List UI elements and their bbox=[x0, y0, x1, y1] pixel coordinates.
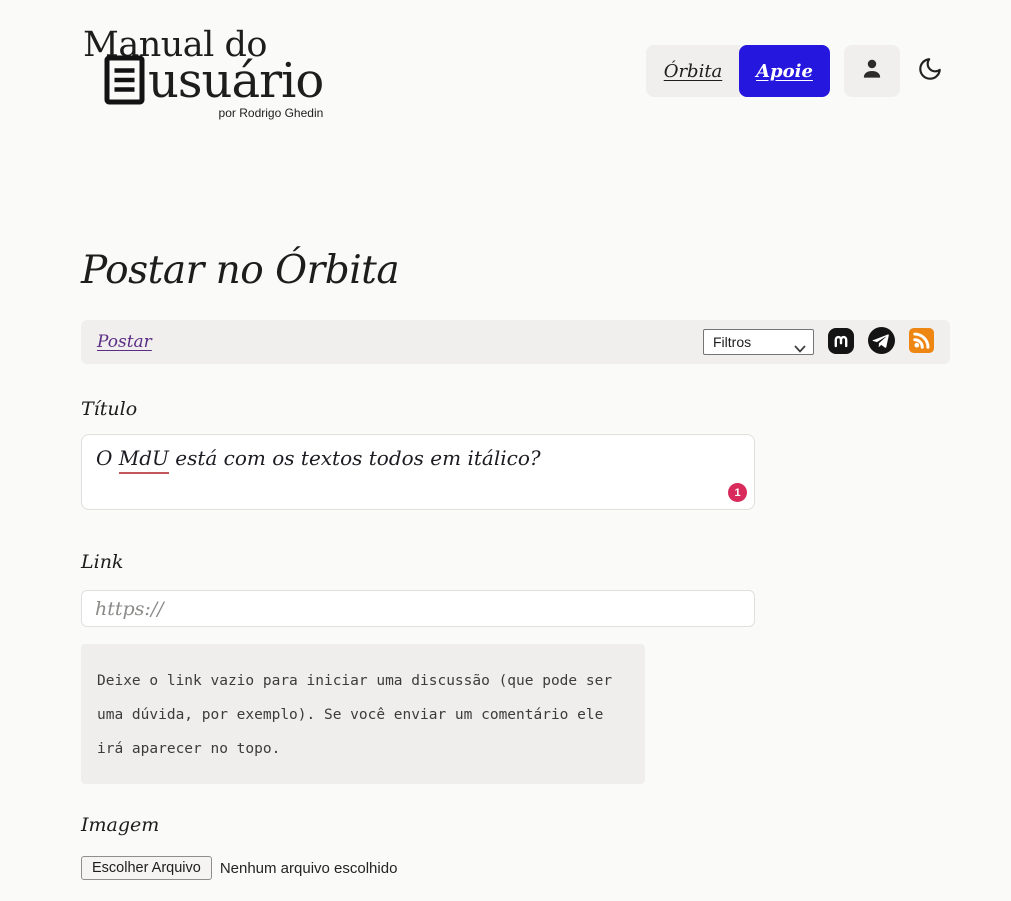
titulo-misspelled-word: MdU bbox=[119, 446, 169, 474]
mastodon-icon bbox=[828, 328, 854, 357]
logo-subtitle: por Rodrigo Ghedin bbox=[218, 106, 324, 120]
rss-icon bbox=[909, 328, 934, 356]
account-button[interactable] bbox=[844, 45, 900, 97]
page-title: Postar no Órbita bbox=[81, 248, 400, 293]
mastodon-link[interactable] bbox=[828, 329, 854, 355]
site-logo[interactable] bbox=[81, 25, 324, 120]
filters-select-wrap bbox=[703, 329, 814, 355]
telegram-link[interactable] bbox=[868, 329, 894, 355]
file-status-text: Nenhum arquivo escolhido bbox=[219, 859, 398, 877]
imagem-label: Imagem bbox=[81, 814, 160, 836]
titulo-value-suffix: está com os textos todos em itálico? bbox=[168, 446, 541, 470]
postar-link[interactable]: Postar bbox=[97, 332, 152, 352]
moon-icon bbox=[917, 56, 943, 87]
link-help-text: Deixe o link vazio para iniciar uma discussão (que pode ser uma dúvida, por exemplo). Se você enviar um comentário ele irá aparecer no topo. bbox=[81, 644, 645, 784]
spellcheck-badge[interactable]: 1 bbox=[728, 483, 747, 502]
logo-line2: usuário bbox=[148, 53, 324, 110]
orbita-button[interactable]: Órbita bbox=[646, 45, 740, 97]
header-nav bbox=[646, 45, 950, 97]
orbita-toolbar bbox=[81, 320, 950, 364]
theme-toggle-button[interactable] bbox=[910, 45, 950, 97]
titulo-value-prefix: O bbox=[96, 446, 119, 470]
telegram-icon bbox=[868, 327, 895, 357]
file-input-row bbox=[81, 856, 950, 880]
titulo-label: Título bbox=[81, 398, 138, 420]
filters-select[interactable] bbox=[703, 329, 814, 355]
document-icon bbox=[104, 55, 145, 105]
choose-file-button[interactable]: Escolher Arquivo bbox=[81, 856, 212, 880]
rss-link[interactable] bbox=[908, 329, 934, 355]
user-icon bbox=[859, 56, 885, 87]
link-label: Link bbox=[81, 551, 124, 573]
link-input[interactable] bbox=[81, 590, 755, 627]
site-header bbox=[81, 0, 950, 120]
apoie-button[interactable]: Apoie bbox=[739, 45, 830, 97]
logo-line1: Manual do bbox=[83, 25, 267, 65]
titulo-field[interactable] bbox=[81, 434, 755, 510]
